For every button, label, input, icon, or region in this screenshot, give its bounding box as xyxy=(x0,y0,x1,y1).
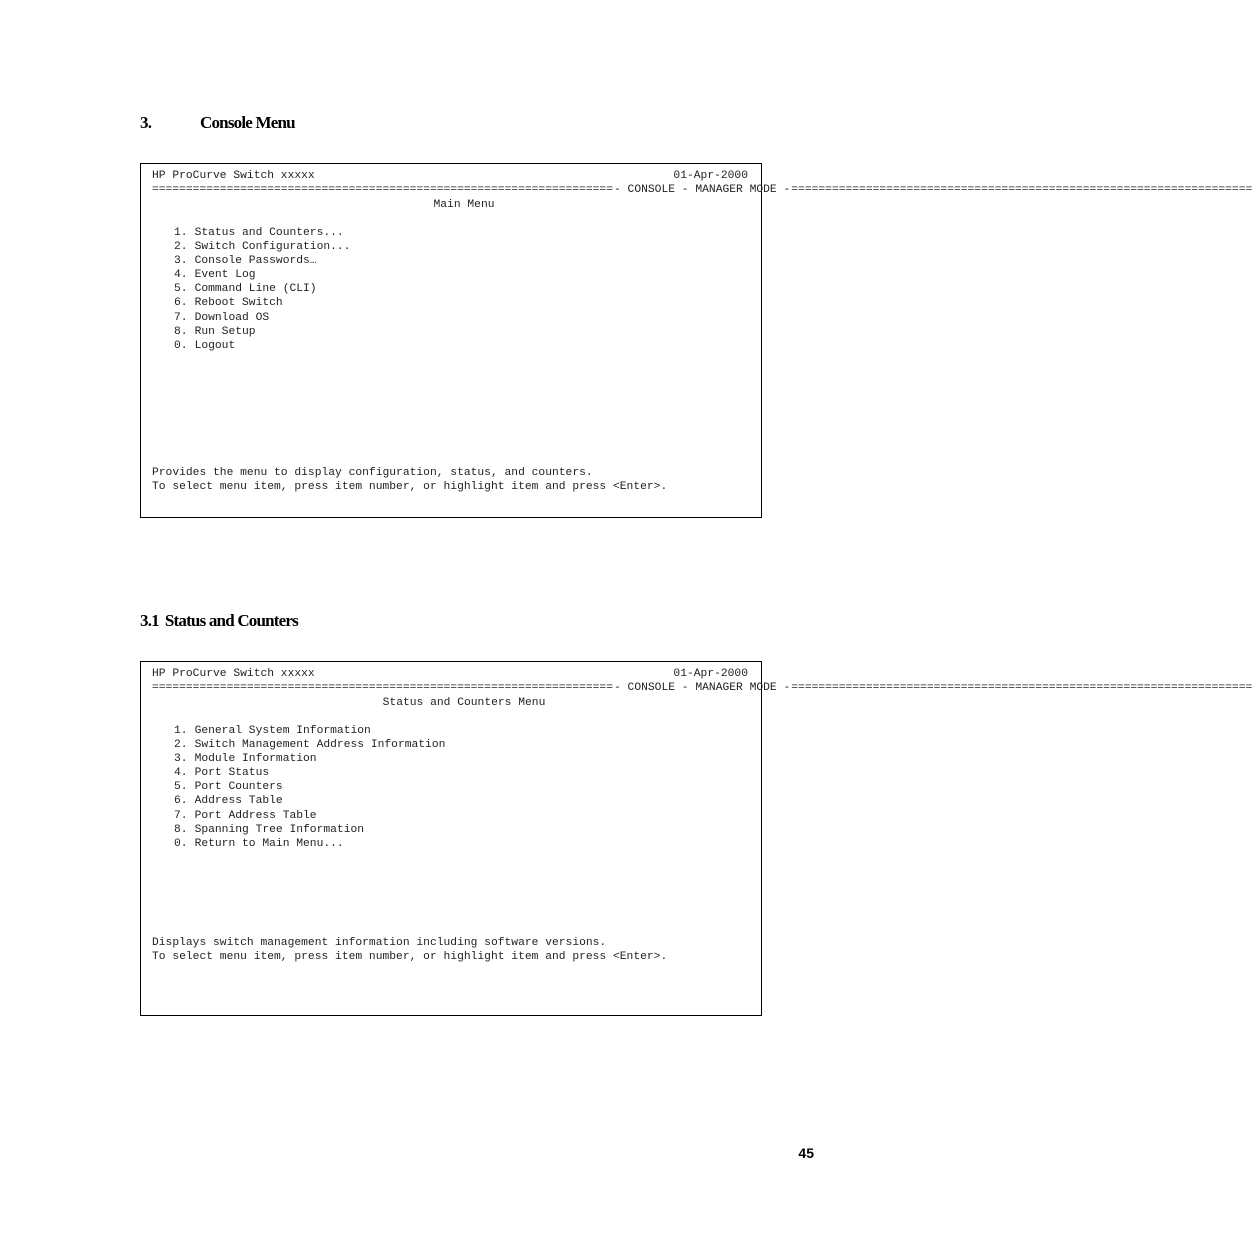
console-mode-label: - CONSOLE - MANAGER MODE - xyxy=(614,184,791,196)
console-menu-list xyxy=(174,724,445,851)
menu-item[interactable]: 7. Port Address Table xyxy=(174,809,317,822)
console-mode-label: - CONSOLE - MANAGER MODE - xyxy=(614,682,791,694)
console-header-date: 01-Apr-2000 xyxy=(673,668,748,680)
menu-item[interactable]: 0. Return to Main Menu... xyxy=(174,837,344,850)
menu-item[interactable]: 8. Spanning Tree Information xyxy=(174,823,365,836)
section-title: Console Menu xyxy=(200,113,295,132)
menu-item[interactable]: 5. Command Line (CLI) xyxy=(174,283,317,296)
section-heading-console-menu xyxy=(140,113,295,133)
separator-bar: ==================================================================== xyxy=(152,184,613,196)
console-header-device: HP ProCurve Switch xxxxx xyxy=(152,170,315,182)
menu-item[interactable]: 6. Address Table xyxy=(174,795,283,808)
section-title: Status and Counters xyxy=(164,611,298,630)
section-number: 3. xyxy=(140,113,152,132)
menu-item[interactable]: 8. Run Setup xyxy=(174,325,256,338)
menu-item[interactable]: 3. Console Passwords… xyxy=(174,255,317,268)
console-help-description: Displays switch management information including software versions. xyxy=(152,937,607,949)
console-help-instruction: To select menu item, press item number, or highlight item and press <Enter>. xyxy=(152,951,668,963)
menu-item[interactable]: 7. Download OS xyxy=(174,311,270,324)
menu-item[interactable]: 1. General System Information xyxy=(174,725,371,737)
console-header-device: HP ProCurve Switch xxxxx xyxy=(152,668,315,680)
menu-item[interactable]: 6. Reboot Switch xyxy=(174,297,283,310)
console-help-description: Provides the menu to display configuration, status, and counters. xyxy=(152,467,593,479)
console-menu-title: Status and Counters Menu xyxy=(382,697,546,709)
page-number: 45 xyxy=(798,1145,814,1161)
menu-item[interactable]: 0. Logout xyxy=(174,339,236,352)
menu-item[interactable]: 2. Switch Management Address Information xyxy=(174,739,446,752)
console-menu-list xyxy=(174,226,351,353)
console-screen-status-counters-menu xyxy=(140,661,1252,1016)
menu-item[interactable]: 5. Port Counters xyxy=(174,781,283,794)
menu-item[interactable]: 1. Status and Counters... xyxy=(174,227,344,239)
section-heading-status-and-counters xyxy=(140,611,298,631)
separator-bar: ==================================================================== xyxy=(791,184,1252,196)
console-mode-separator xyxy=(152,681,1252,695)
console-mode-separator xyxy=(152,183,1252,197)
console-header-date: 01-Apr-2000 xyxy=(673,170,748,182)
menu-item[interactable]: 4. Port Status xyxy=(174,767,270,780)
console-screen-main-menu xyxy=(140,163,1252,518)
menu-item[interactable]: 4. Event Log xyxy=(174,269,256,282)
menu-item[interactable]: 3. Module Information xyxy=(174,753,317,766)
separator-bar: ==================================================================== xyxy=(791,682,1252,694)
console-help-instruction: To select menu item, press item number, or highlight item and press <Enter>. xyxy=(152,481,668,493)
console-menu-title: Main Menu xyxy=(433,199,495,211)
section-number: 3.1 xyxy=(140,611,159,630)
menu-item[interactable]: 2. Switch Configuration... xyxy=(174,241,351,254)
separator-bar: ==================================================================== xyxy=(152,682,613,694)
